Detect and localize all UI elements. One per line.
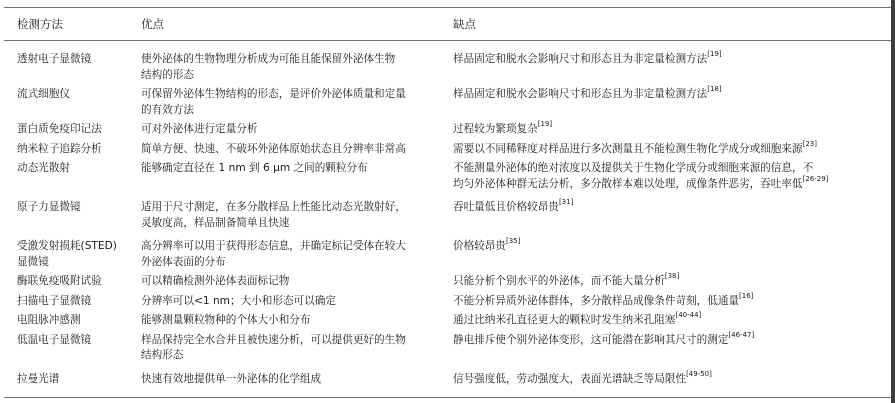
method-cell xyxy=(4,366,128,390)
method-line: 原子力显微镜 xyxy=(17,201,81,213)
advantages-cell xyxy=(128,331,438,366)
disadvantages-cell xyxy=(438,272,889,292)
disadvantages-text: 吞吐量低且价格较昂贵 xyxy=(453,201,559,213)
method-cell xyxy=(4,194,128,233)
method-cell xyxy=(4,40,128,85)
advantages-cell xyxy=(128,40,438,85)
advantages-cell xyxy=(128,140,438,160)
bottom-rule xyxy=(4,397,892,398)
method-cell xyxy=(4,292,128,312)
citation-ref: [40-44] xyxy=(675,311,702,320)
header-method: 检测方法 xyxy=(17,17,63,31)
disadvantages-text: 只能分析个别水平的外泌体，而不能大量分析 xyxy=(453,275,665,287)
advantages-line: 高分辨率可以用于获得形态信息，并确定标记受体在较大 xyxy=(141,240,406,252)
advantages-line: 结构的形态 xyxy=(141,68,194,81)
disadvantages-line xyxy=(453,200,889,216)
advantages-line: 能够测量颗粒物种的个体大小和分布 xyxy=(141,314,311,326)
citation-ref: [35] xyxy=(505,237,521,246)
method-line: 低温电子显微镜 xyxy=(17,333,92,346)
method-line: 扫描电子显微镜 xyxy=(17,294,92,307)
disadvantages-text: 需要以不同稀释度对样品进行多次测量且不能检测生物化学成分或细胞来源 xyxy=(453,142,803,155)
citation-ref: [49-50] xyxy=(686,369,712,378)
advantages-line: 快速有效地提供单一外泌体的化学组成 xyxy=(141,372,322,385)
table-row xyxy=(4,159,889,194)
disadvantages-line xyxy=(453,122,889,138)
table-row xyxy=(4,331,889,366)
disadvantages-line xyxy=(453,52,889,68)
advantages-line: 简单方便、快速、不破坏外泌体原始状态且分辨率非常高 xyxy=(141,142,406,155)
table-row xyxy=(4,140,889,160)
advantages-cell xyxy=(128,292,438,312)
advantages-cell xyxy=(128,120,438,140)
advantages-line: 能够确定直径在 1 nm 到 6 μm 之间的颗粒分布 xyxy=(141,162,368,174)
citation-ref: [46-47] xyxy=(728,330,755,339)
table-row xyxy=(4,40,889,85)
method-cell xyxy=(4,120,128,140)
disadvantages-line xyxy=(453,174,889,193)
table-row xyxy=(4,233,889,272)
disadvantages-line xyxy=(453,139,889,158)
header-row xyxy=(4,8,889,40)
citation-ref: [18] xyxy=(707,85,722,94)
advantages-line: 使外泌体的生物物理分析成为可能且能保留外泌体生物 xyxy=(141,53,396,65)
right-edge-bar xyxy=(891,0,895,403)
advantages-cell xyxy=(128,85,438,120)
method-cell xyxy=(4,85,128,120)
disadvantages-text: 静电排斥使个别外泌体变形，这可能潜在影响其尺寸的测定 xyxy=(453,333,729,346)
method-cell xyxy=(4,331,128,366)
header-advantages: 优点 xyxy=(141,17,164,31)
disadvantages-cell xyxy=(438,159,889,194)
disadvantages-cell xyxy=(438,194,889,233)
disadvantages-line xyxy=(453,330,889,349)
advantages-line: 样品保持完全水合并且被快速分析，可以提供更好的生物 xyxy=(141,333,406,346)
disadvantages-text: 通过比纳米孔直径更大的颗粒时发生纳米孔阻塞 xyxy=(453,314,676,326)
advantages-line: 可保留外泌体生物结构的形态，是评价外泌体质量和定量 xyxy=(141,88,406,100)
method-line: 拉曼光谱 xyxy=(17,372,60,385)
disadvantages-text: 不能测量外泌体的绝对浓度以及提供关于生物化学成分或细胞来源的信息，不 xyxy=(453,162,814,174)
advantages-cell xyxy=(128,311,438,331)
table-row xyxy=(4,311,889,331)
disadvantages-text: 样品固定和脱水会影响尺寸和形态且为非定量检测方法 xyxy=(453,88,708,100)
citation-ref: [38] xyxy=(664,272,680,281)
disadvantages-cell xyxy=(438,40,889,85)
advantages-cell xyxy=(128,233,438,272)
method-line: 受激发射损耗(STED) xyxy=(17,240,117,252)
advantages-cell xyxy=(128,272,438,292)
table-row xyxy=(4,292,889,312)
disadvantages-line xyxy=(453,239,889,255)
disadvantages-text: 均匀外泌体种群无法分析，多分散样本难以处理，成像条件恶劣，吞吐率低 xyxy=(453,177,803,190)
disadvantages-cell xyxy=(438,233,889,272)
citation-ref: [23] xyxy=(802,139,817,148)
method-line: 蛋白质免疫印记法 xyxy=(17,123,102,135)
citation-ref: [31] xyxy=(558,198,574,207)
citation-ref: [16] xyxy=(739,291,754,300)
method-line: 显微镜 xyxy=(17,255,49,268)
advantages-line: 结构形态 xyxy=(141,349,184,361)
advantages-cell xyxy=(128,159,438,194)
method-line: 动态光散射 xyxy=(17,162,70,174)
advantages-line: 适用于尺寸测定，在多分散样品上性能比动态光散射好， xyxy=(141,201,406,213)
disadvantages-line xyxy=(453,313,889,329)
disadvantages-line xyxy=(453,369,889,388)
table-row xyxy=(4,85,889,120)
disadvantages-text: 样品固定和脱水会影响尺寸和形态且为非定量检测方法 xyxy=(453,53,708,65)
table-header xyxy=(4,8,889,40)
disadvantages-cell xyxy=(438,140,889,160)
citation-ref: [19] xyxy=(537,120,553,129)
method-cell xyxy=(4,159,128,194)
method-cell xyxy=(4,140,128,160)
table-row xyxy=(4,120,889,140)
citation-ref: [19] xyxy=(707,50,722,59)
disadvantages-line xyxy=(453,87,889,103)
advantages-line: 可对外泌体进行定量分析 xyxy=(141,123,258,135)
disadvantages-line xyxy=(453,291,889,310)
advantages-line: 分辨率可以<1 nm；大小和形态可以确定 xyxy=(141,294,336,307)
method-line: 纳米粒子追踪分析 xyxy=(17,142,102,155)
advantages-line: 的有效方法 xyxy=(141,103,194,116)
disadvantages-cell xyxy=(438,85,889,120)
table-row xyxy=(4,272,889,292)
header-disadvantages: 缺点 xyxy=(453,17,476,31)
citation-ref: [26-29] xyxy=(802,174,829,183)
advantages-line: 外泌体表面的分布 xyxy=(141,255,226,268)
disadvantages-line xyxy=(453,274,889,290)
table-row xyxy=(4,194,889,233)
table-body xyxy=(4,40,889,389)
method-line: 酶联免疫吸附试验 xyxy=(17,275,102,287)
advantages-cell xyxy=(128,194,438,233)
disadvantages-cell xyxy=(438,292,889,312)
disadvantages-text: 信号强度低，劳动强度大，表面光谱缺乏等局限性 xyxy=(453,372,687,385)
disadvantages-text: 过程较为繁琐复杂 xyxy=(453,123,538,135)
advantages-line: 灵敏度高，样品制备简单且快速 xyxy=(141,216,290,229)
disadvantages-cell xyxy=(438,311,889,331)
method-line: 电阻脉冲感测 xyxy=(17,314,81,326)
disadvantages-cell xyxy=(438,366,889,390)
method-line: 流式细胞仪 xyxy=(17,88,70,100)
advantages-cell xyxy=(128,366,438,390)
method-cell xyxy=(4,272,128,292)
disadvantages-cell xyxy=(438,120,889,140)
method-cell xyxy=(4,233,128,272)
disadvantages-text: 价格较昂贵 xyxy=(453,240,506,252)
method-cell xyxy=(4,311,128,331)
disadvantages-text: 不能分析异质外泌体群体，多分散样品成像条件苛刻，低通量 xyxy=(453,294,740,307)
method-line: 透射电子显微镜 xyxy=(17,53,92,65)
advantages-line: 可以精确检测外泌体表面标记物 xyxy=(141,275,290,287)
disadvantages-cell xyxy=(438,331,889,366)
table-row xyxy=(4,366,889,390)
detection-methods-table xyxy=(4,8,889,389)
